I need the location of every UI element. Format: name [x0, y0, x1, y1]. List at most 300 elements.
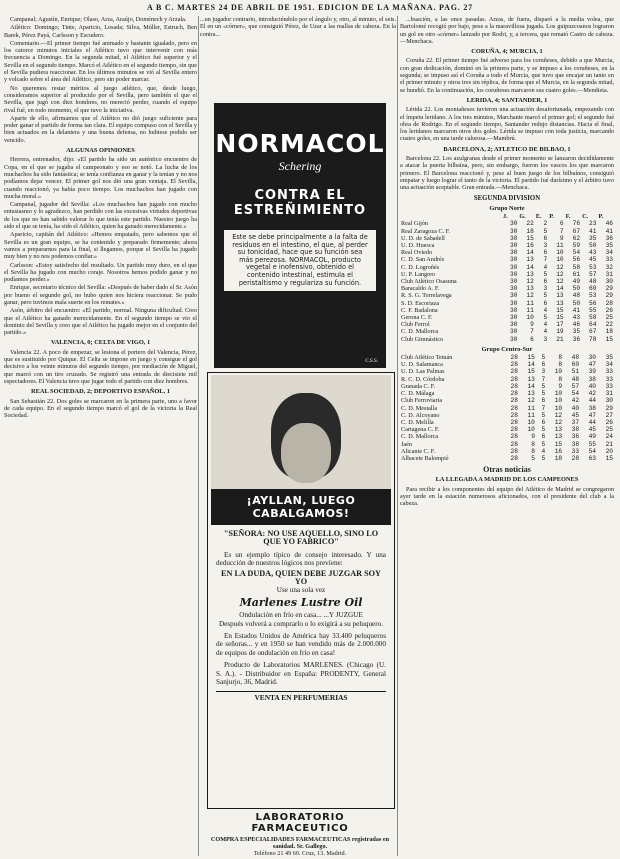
stat-cell: 29 [605, 292, 613, 300]
stat-cell: 5 [541, 390, 546, 398]
marlenes-footer: VENTA EN PERFUMERIAS [216, 691, 386, 702]
marlenes-paragraph-2: Use una sola vez [276, 586, 326, 595]
stat-cell: 15 [556, 306, 564, 314]
stat-cell: 5 [541, 454, 546, 462]
stat-cell: 54 [571, 390, 580, 398]
stat-cell: 33 [605, 256, 613, 264]
stat-cell: 22 [526, 220, 534, 228]
team-name: U. P. Langreo [401, 270, 436, 278]
stat-cell: 14 [527, 382, 535, 390]
stat-cell: 48 [589, 277, 597, 285]
stat-cell: 42 [588, 390, 597, 398]
stat-cell: 12 [526, 292, 534, 300]
table-row [400, 412, 614, 419]
article-continuation-top: ...un jugador contrario, introduciéndolo por el ángulo y, otro, al minuto, el seis. El en un «córner», que consiguió Pérez, de Uzar a las mallas de cabeza. En la contra... [200, 16, 396, 38]
stat-cell: 35 [589, 234, 597, 242]
table-row [400, 328, 614, 335]
standings-header-cell: E. [535, 213, 542, 221]
stat-cell: 51 [571, 368, 580, 376]
stat-cell: 5 [541, 382, 546, 390]
col1-paragraph: Campanal, jugador del Sevilla: «Los muchachos han jugado con mucho entusiasmo y lo agradezco, han perdido con las excesivas virtudes deportivas de los que no han sabido valorar lo que tenía este partido. Nuestro juego ha sido el que se tenía, ha sido el Atlético, quien ha ganado merecidamente.» [4, 201, 197, 231]
col3-paragraph: Lérida 22. Los montañeses tuvieron una actuación desafortunada, empezando con el ímpetu leridano. A los tres minutos, Marchante marcó el primer gol; el segundo fué obra de Rodrigo. En el segundo tiempo, Santander redujo distancias. Hacia el final, los leridanos marcaron otros dos goles. Lérida se impuso con toda justicia, marcando cuatro goles, en una tarde calurosa.—Mambrú. [400, 106, 614, 143]
stat-cell: 56 [572, 256, 581, 264]
stat-cell: 28 [605, 299, 613, 307]
stat-cell: 41 [605, 227, 613, 235]
marlenes-paragraph-1: Es un ejemplo típico de consejo interesado. Y una deducción de nuestros lógicos nos prevíene: [216, 550, 386, 568]
stat-cell: 48 [571, 354, 580, 362]
team-name: Club Ferrol [401, 321, 430, 329]
stat-cell: 42 [571, 397, 580, 405]
stat-cell: 30 [588, 354, 597, 362]
team-name: C. D. Mallorca [401, 328, 439, 336]
stat-cell: 4 [543, 328, 548, 336]
table-row [400, 228, 614, 235]
stat-cell: 15 [605, 335, 613, 343]
stat-cell: 28 [510, 397, 518, 405]
stat-cell: 38 [588, 404, 597, 412]
stat-cell: 4 [541, 447, 546, 455]
stat-cell: 13 [554, 426, 563, 434]
stat-cell: 11 [556, 241, 564, 249]
stat-cell: 6 [543, 234, 548, 242]
stat-cell: 9 [559, 234, 564, 242]
stat-cell: 6 [543, 249, 548, 257]
stat-cell: 4 [543, 321, 548, 329]
stat-cell: 38 [571, 426, 580, 434]
stat-cell: 29 [605, 285, 613, 293]
stat-cell: 13 [526, 285, 534, 293]
stat-cell: 30 [509, 277, 518, 285]
stat-cell: 28 [510, 418, 518, 426]
stat-cell: 28 [510, 368, 518, 376]
stat-cell: 44 [588, 397, 597, 405]
team-name: Gerona C. F. [401, 313, 433, 321]
team-name: C. D. Melilla [401, 418, 434, 426]
stat-cell: 53 [589, 292, 597, 300]
stat-cell: 10 [554, 368, 563, 376]
stat-cell: 78 [589, 335, 597, 343]
stat-cell: 36 [605, 234, 613, 242]
stat-cell: 48 [572, 292, 581, 300]
normacol-tagline-2: ESTREÑIMIENTO [233, 203, 367, 218]
stat-cell: 12 [556, 263, 564, 271]
stat-cell: 5 [531, 454, 535, 462]
stat-cell: 30 [509, 299, 518, 307]
col1-paragraph: Campanal; Agustín, Enrique; Olaso, Arza, Araújo, Doménech y Arzala. [10, 16, 187, 23]
stat-cell: 9 [531, 433, 535, 441]
team-name: R. C. D. Córdoba [401, 375, 445, 383]
stat-cell: 8 [531, 447, 535, 455]
otras-noticias-title: Otras noticias [483, 465, 531, 475]
stat-cell: 7 [541, 375, 546, 383]
team-name: C. D. Alcoyano [401, 411, 440, 419]
table-row [400, 256, 614, 263]
standings-title: SEGUNDA DIVISION [473, 194, 541, 202]
team-name: U. D. Salamanca [401, 361, 443, 369]
stat-cell: 30 [509, 313, 518, 321]
stat-cell: 45 [588, 426, 597, 434]
stat-cell: 57 [571, 382, 580, 390]
stat-cell: 67 [589, 328, 597, 336]
team-name: C. D. Mestalla [401, 404, 438, 412]
stat-cell: 5 [541, 440, 546, 448]
stat-cell: 7 [559, 227, 564, 235]
stat-cell: 10 [554, 397, 563, 405]
standings-table-south [400, 354, 614, 462]
standings-header-cell: G. [519, 213, 526, 221]
stat-cell: 44 [588, 418, 597, 426]
table-row [400, 419, 614, 426]
stat-cell: 4 [543, 263, 548, 271]
table-row [400, 249, 614, 256]
stat-cell: 14 [526, 263, 534, 271]
marlenes-advertisement [207, 372, 395, 809]
standings-group-north: Grupo Norte [489, 204, 525, 212]
stat-cell: 13 [526, 256, 534, 264]
stat-cell: 43 [589, 249, 597, 257]
table-row [400, 383, 614, 390]
stat-cell: 13 [527, 390, 535, 398]
stat-cell: 19 [556, 328, 564, 336]
stat-cell: 12 [556, 270, 564, 278]
stat-cell: 10 [527, 426, 535, 434]
stat-cell: 38 [588, 375, 597, 383]
stat-cell: 48 [571, 375, 580, 383]
stat-cell: 12 [527, 397, 535, 405]
stat-cell: 3 [541, 368, 546, 376]
stat-cell: 37 [571, 418, 580, 426]
stat-cell: 46 [572, 321, 581, 329]
marlenes-banner: ¡AYLLAN, LUEGO CABALGAMOS! [211, 489, 391, 525]
table-row [400, 300, 614, 307]
stat-cell: 33 [605, 368, 613, 376]
marlenes-paragraph-3: Ondulación en frío en casa... ...Y JUZGUE [239, 611, 363, 620]
stat-cell: 30 [509, 321, 518, 329]
stat-cell: 17 [556, 321, 564, 329]
team-name: Club Gimnástico [401, 335, 444, 343]
stat-cell: 5 [541, 426, 546, 434]
stat-cell: 28 [510, 375, 518, 383]
laboratorio-line-1: COMPRA ESPECIALIDADES FARMACEUTICAS registradas en sanidad. Sr. Gallego. [210, 836, 390, 850]
standings-header-cell: C. [582, 213, 589, 221]
face-shape [281, 423, 331, 483]
laboratorio-advertisement [207, 812, 393, 856]
otras-text: Para recibir a los componentes del equipo del Atlético de Madrid se congregaron ayer tarde en la estación numerosos aficionados, con el presidente del club a la cabeza. [400, 485, 614, 508]
col3-heading: LERIDA, 4; SANTANDER, 1 [466, 96, 548, 104]
stat-cell: 21 [605, 440, 613, 448]
stat-cell: 34 [605, 361, 613, 369]
stat-cell: 9 [530, 321, 534, 329]
stat-cell: 30 [509, 292, 518, 300]
team-name: U. D. Huesca [401, 241, 435, 249]
stat-cell: 50 [572, 299, 581, 307]
team-name: U. D. Las Palmas [401, 368, 445, 376]
stat-cell: 26 [605, 418, 613, 426]
normacol-description: Este se debe principalmente a la falta de residuos en el intestino, el que, al perder su tonicidad, hace que su función sea más perezosa. NORMACOL, producto vegetal e inofensivo, obtenido el contenido intestinal, estimula el peristaltismo y regulariza su función. [224, 230, 376, 291]
stat-cell: 34 [605, 249, 613, 257]
stat-cell: 46 [605, 220, 613, 228]
col1-paragraph: Herrera, entrenador, dijo: «El partido ha sido un auténtico encuentro de Copa, en el que se jugaba el campeonato y eso se notó. La lucha de los muchachos ha sido fantástica; se tenía confianza en ganar y la tenían y no nos podíamos dejar vencer. El primer gol nos dió una gran ventaja. El Sevilla, cuando reaccionó, ya había poco tiempo. Los muchachos han jugado con mucha moral.» [4, 156, 197, 200]
stat-cell: 36 [572, 335, 581, 343]
stat-cell: 12 [554, 411, 563, 419]
stat-cell: 60 [589, 285, 597, 293]
stat-cell: 38 [571, 440, 580, 448]
stat-cell: 5 [543, 313, 548, 321]
stat-cell: 16 [526, 241, 534, 249]
stat-cell: 15 [556, 313, 564, 321]
woman-portrait-image [211, 375, 391, 489]
stat-cell: 30 [509, 285, 518, 293]
stat-cell: 56 [589, 299, 597, 307]
stat-cell: 11 [527, 404, 535, 412]
stat-cell: 41 [572, 306, 581, 314]
col1-heading: VALENCIA, 0; CELTA DE VIGO, 1 [50, 339, 151, 347]
stat-cell: 54 [588, 447, 597, 455]
table-row [400, 433, 614, 440]
stat-cell: 13 [527, 375, 535, 383]
stat-cell: 10 [556, 249, 564, 257]
stat-cell: 30 [605, 277, 613, 285]
stat-cell: 6 [541, 361, 546, 369]
article-column-left [4, 16, 197, 856]
stat-cell: 54 [572, 249, 581, 257]
stat-cell: 13 [556, 292, 564, 300]
stat-cell: 30 [509, 227, 518, 235]
stat-cell: 31 [605, 270, 613, 278]
col1-paragraph: Aparte de ello, afirmamos que el Atlético no dió juego suficiente para poder ganar el partido de forma tan clara. El equipo compuso con el Sevilla y bien actuados en la delantera y una buena defensa, no hubiese podido ser vencido. [4, 114, 197, 144]
stat-cell: 30 [509, 263, 518, 271]
stat-cell: 33 [605, 382, 613, 390]
col1-paragraph: Carlsson: «Estoy satisfecho del resultado. Un partido muy duro, en el que el Sevilla ha jugado con mucho coraje. Nosotros hemos podido ganar y no podíamos perder.» [4, 261, 197, 284]
stat-cell: 45 [571, 411, 580, 419]
table-row [400, 271, 614, 278]
normacol-code: C.S.S. [365, 359, 378, 364]
stat-cell: 16 [554, 447, 563, 455]
normacol-brand: NORMACOL [215, 129, 385, 158]
stat-cell: 14 [527, 361, 535, 369]
stat-cell: 5 [541, 411, 546, 419]
stat-cell: 8 [531, 440, 535, 448]
stat-cell: 28 [510, 440, 518, 448]
stat-cell: 58 [589, 313, 597, 321]
stat-cell: 55 [589, 306, 597, 314]
table-row [400, 361, 614, 368]
stat-cell: 13 [554, 433, 563, 441]
standings-table-north [400, 213, 614, 343]
stat-cell: 4 [543, 306, 548, 314]
table-row [400, 235, 614, 242]
stat-cell: 6 [543, 299, 548, 307]
normacol-tagline-1: CONTRA EL [254, 188, 346, 203]
normacol-advertisement [214, 103, 386, 368]
stat-cell: 47 [588, 361, 597, 369]
marlenes-signature: Marlenes Lustre Oil [239, 595, 363, 609]
stat-cell: 6 [541, 397, 546, 405]
stat-cell: 28 [510, 447, 518, 455]
stat-cell: 10 [554, 390, 563, 398]
col3-heading: BARCELONA, 2; ATLETICO DE BILBAO, 1 [443, 145, 571, 153]
stat-cell: 18 [554, 454, 563, 462]
stat-cell: 30 [605, 397, 613, 405]
stat-cell: 28 [510, 390, 518, 398]
column-rule [397, 16, 398, 856]
stat-cell: 49 [572, 277, 581, 285]
stat-cell: 28 [510, 454, 518, 462]
stat-cell: 10 [527, 418, 535, 426]
stat-cell: 64 [589, 321, 597, 329]
stat-cell: 67 [572, 227, 581, 235]
table-row [400, 426, 614, 433]
stat-cell: 31 [605, 390, 613, 398]
stat-cell: 43 [572, 313, 581, 321]
stat-cell: 50 [572, 285, 581, 293]
stat-cell: 15 [526, 234, 534, 242]
stat-cell: 11 [526, 299, 534, 307]
stat-cell: 12 [526, 277, 534, 285]
stat-cell: 25 [605, 426, 613, 434]
stat-cell: 28 [510, 361, 518, 369]
team-name: Albacete Balompié [401, 454, 449, 462]
stat-cell: 30 [509, 270, 518, 278]
team-name: C. D. Málaga [401, 390, 435, 398]
stat-cell: 7 [530, 328, 534, 336]
stat-cell: 18 [605, 328, 613, 336]
stat-cell: 18 [526, 227, 534, 235]
team-name: R. S. G. Torrelavega [401, 292, 452, 300]
stat-cell: 28 [510, 382, 518, 390]
marlenes-doubt-slogan: EN LA DUDA, QUIEN DEBE JUZGAR SOY YO [221, 568, 381, 587]
col1-heading: ALGUNAS OPINIONES [66, 147, 135, 155]
team-name: Club Atlético Tetuán [401, 354, 453, 362]
stat-cell: 35 [605, 241, 613, 249]
stat-cell: 23 [589, 220, 597, 228]
stat-cell: 15 [605, 454, 613, 462]
table-row [400, 220, 614, 227]
col1-paragraph: Asón, árbitro del encuentro: «El partido, normal. Ninguna dificultad. Creo que el Atlético ha ganado merecidamente. En el segundo tiempo se vio el dominio del Sevilla y creo que el Atlético ha jugado mejor en el conjunto del partido.» [4, 307, 197, 337]
column-rule [198, 16, 199, 856]
team-name: Club Atlético Osasuna [401, 277, 457, 285]
stat-cell: 58 [572, 263, 581, 271]
col1-paragraph: Aparicio, capitán del Atlético: «Hemos empatado, pero sabemos que el Sevilla es un gran equipo, se ha contenido y preparado firmemente; ahora vamos a prepararnos para la final, si llegamos, porque el Sevilla ha jugado muy bien y no nos podemos confiar.» [4, 231, 197, 261]
stat-cell: 5 [543, 227, 548, 235]
table-row [400, 376, 614, 383]
stat-cell: 47 [588, 411, 597, 419]
stat-cell: 6 [541, 433, 546, 441]
stat-cell: 40 [571, 404, 580, 412]
stat-cell: 59 [572, 241, 581, 249]
col3-paragraph: ...buación, a las once pasadas. Arzas, de fuera, disparó a la media volea, que Bartolomé recogió por bajo, pese a la maravillosa jugada. Los guipuzcoanos lograron un gol en otro «córner» lanzado por Rodri, y, a tercera, que remató Castro de cabeza.—Menchaca. [400, 16, 614, 45]
stat-cell: 21 [556, 335, 564, 343]
right-articles [400, 16, 614, 192]
team-name: S. D. Escoriaza [401, 299, 440, 307]
col3-paragraph: Barcelona 22. Los azulgranas desde el primer momento se lanzaron decididamente a atacar la puerta bilbaína, pero, sin embargo, fueron los vascos los que marcaron primero. El Barcelona reaccionó y, pese al buen juego de los bilbaínos, consiguió empatar y luego lograr el tanto de la victoria. El partido fué durísimo y el árbitro tuvo una actuación aceptable. Gran entrada.—Menchaca. [400, 155, 614, 192]
article-column-right [400, 16, 614, 856]
table-row [400, 441, 614, 448]
stat-cell: 6 [541, 418, 546, 426]
table-row [400, 321, 614, 328]
table-row [400, 285, 614, 292]
stat-cell: 30 [509, 234, 518, 242]
stat-cell: 49 [588, 433, 597, 441]
stat-cell: 28 [510, 404, 518, 412]
standings-header-cell: P. [549, 213, 554, 221]
table-row [400, 368, 614, 375]
stat-cell: 30 [509, 256, 518, 264]
table-row [400, 292, 614, 299]
stat-cell: 35 [572, 328, 581, 336]
stat-cell: 14 [526, 249, 534, 257]
stat-cell: 26 [605, 306, 613, 314]
team-name: U. D. de Sabadell [401, 234, 445, 242]
stat-cell: 39 [588, 368, 597, 376]
stat-cell: 53 [589, 263, 597, 271]
stat-cell: 8 [558, 354, 563, 362]
otras-subtitle: LA LLEGADA A MADRID DE LOS CAMPEONES [435, 476, 579, 484]
stat-cell: 12 [556, 277, 564, 285]
col3-heading: CORUÑA, 4; MURCIA, 1 [471, 48, 543, 56]
stat-cell: 30 [509, 328, 518, 336]
standings-group-south: Grupo Centro-Sur [481, 345, 533, 353]
team-name: Club Ferroviaria [401, 397, 443, 405]
col1-paragraph: No queremos restar méritos al juego atlético, que, desde luego, consideramos superior al producido por el Sevilla, pero también el que el Sevilla, que jugó con diez hombres, no mereció perder, cuando el equipo rival fué, en todo momento, el que tuvo la iniciativa. [4, 84, 197, 114]
stat-cell: 24 [605, 433, 613, 441]
stat-cell: 8 [558, 361, 563, 369]
normacol-script: Schering [278, 159, 322, 173]
stat-cell: 8 [558, 375, 563, 383]
stat-cell: 3 [543, 335, 548, 343]
stat-cell: 62 [572, 234, 581, 242]
stat-cell: 27 [605, 411, 613, 419]
col1-paragraph: San Sebastián 22. Dos goles se marcaron en la primera parte, uno a favor de cada equipo. En el segundo tiempo marcó el gol de la victoria la Real Sociedad. [4, 397, 197, 420]
stat-cell: 13 [556, 299, 564, 307]
stat-cell: 33 [571, 447, 580, 455]
table-row [400, 314, 614, 321]
stat-cell: 7 [543, 256, 548, 264]
stat-cell: 30 [509, 241, 518, 249]
stat-cell: 32 [605, 263, 613, 271]
stat-cell: 41 [589, 227, 597, 235]
stat-cell: 29 [605, 404, 613, 412]
stat-cell: 30 [509, 220, 518, 228]
stat-cell: 15 [527, 368, 535, 376]
team-name: Alicante C. F. [401, 447, 436, 455]
table-row [400, 448, 614, 455]
stat-cell: 15 [554, 440, 563, 448]
table-row [400, 264, 614, 271]
stat-cell: 40 [588, 382, 597, 390]
standings-header-cell: J. [503, 213, 508, 221]
stat-cell: 50 [589, 241, 597, 249]
stat-cell: 28 [510, 426, 518, 434]
marlenes-paragraph-5: En Estados Unidos de América hay 33.400 peluqueros de señoras... y en 1950 se han vendido más de 2.000.000 de equipos de ondulación en frío en casa! [216, 632, 386, 657]
stat-cell: 28 [571, 454, 580, 462]
stat-cell: 11 [527, 411, 535, 419]
stat-cell: 30 [509, 306, 518, 314]
col3-paragraph: Coruña 22. El primer tiempo fué adverso para los coruñeses, debido a que Murcia, con gran dedicación, dominó en la primera parte, y se impuso a los coruñeses, en la segunda; se impuso así el Coruña a todo el Murcia, que tuvo que encajar un tanto en el primer minuto y otros tres sin réplica, de forma que el Murcia, en la segunda mitad, se hundió. En la continuación, los coruñeses marcaron sus cuatro goles.—Mendieta. [400, 57, 614, 94]
stat-cell: 10 [556, 256, 564, 264]
stat-cell: 11 [526, 306, 534, 314]
stat-cell: 2 [543, 220, 548, 228]
stat-cell: 6 [543, 277, 548, 285]
standings-header-cell: F. [565, 213, 571, 221]
stat-cell: 12 [554, 418, 563, 426]
page-header: A B C. MARTES 24 DE ABRIL DE 1951. EDICION DE LA MAÑANA. PAG. 27 [147, 3, 473, 12]
standings-header-cell [400, 213, 502, 220]
table-row [400, 336, 614, 343]
stat-cell: 30 [509, 249, 518, 257]
team-name: C. D. Mallorca [401, 433, 439, 441]
col1-paragraph: Enrique, secretario técnico del Sevilla: «Después de haber dado el Sr. Asón por bueno el segundo gol, no hubo quien nos hiciera reaccionar. Se pudo ganar, pero tuvimos mala suerte en los remates.» [4, 284, 197, 306]
